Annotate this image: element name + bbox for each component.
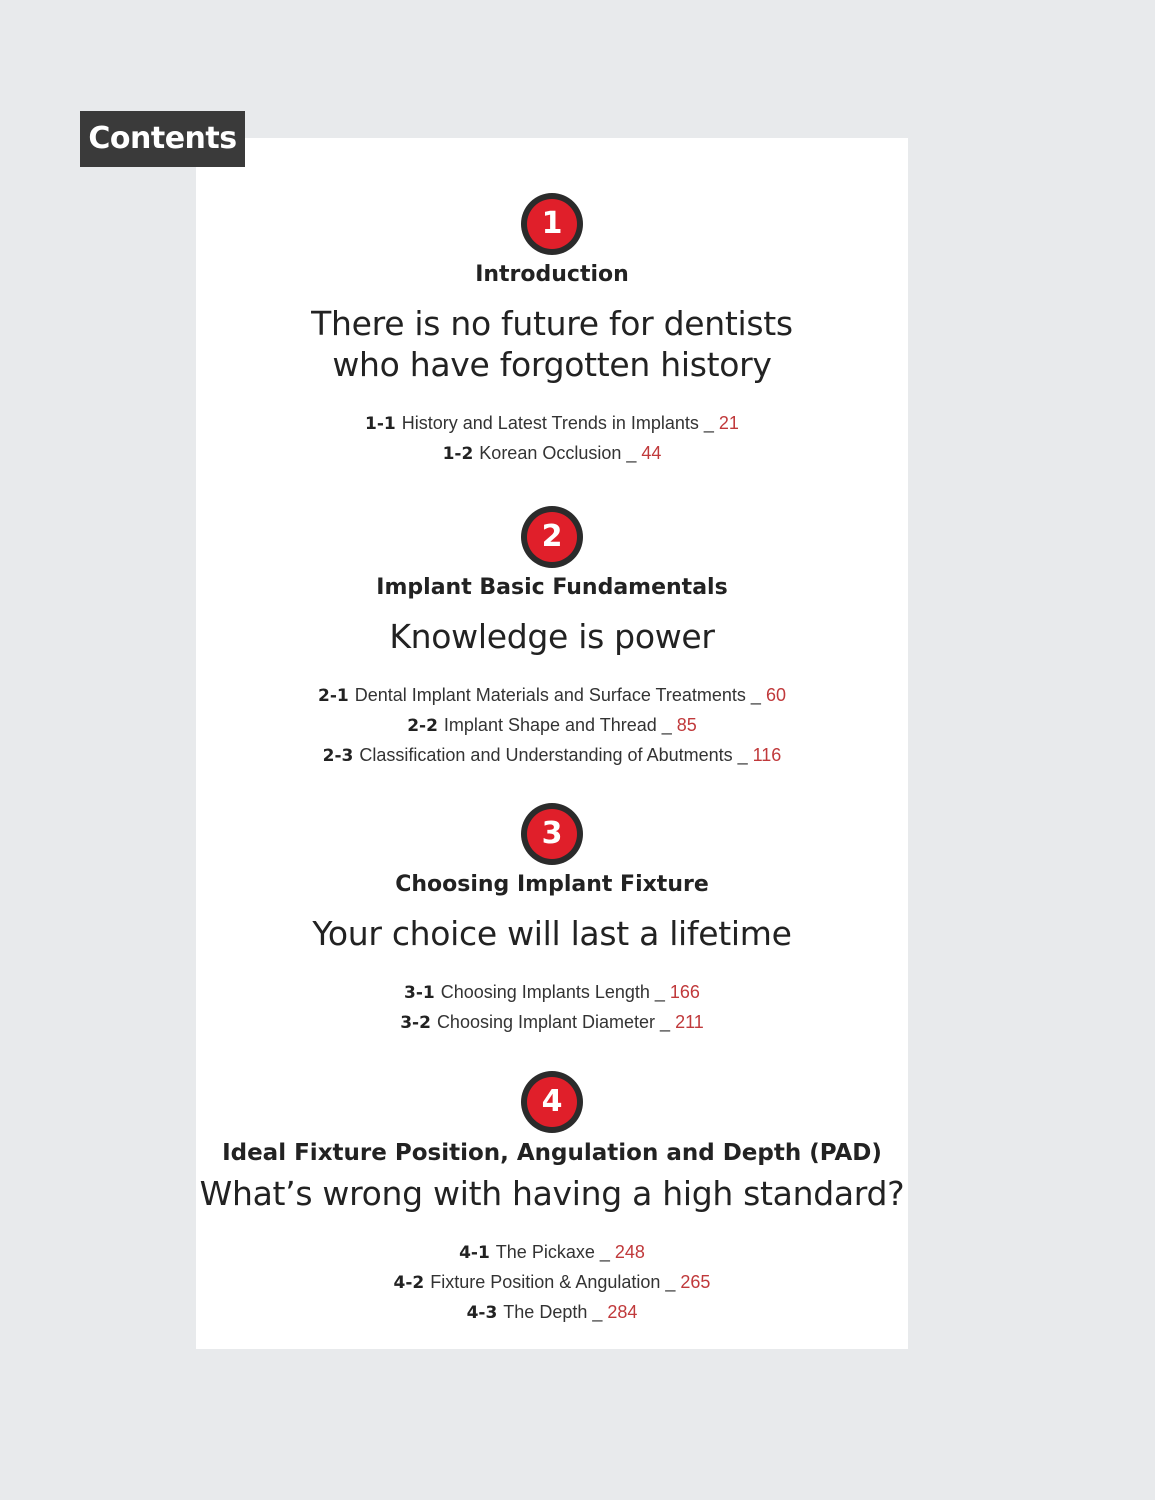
section-list [196, 1238, 908, 1328]
chapter-number: 1 [527, 199, 577, 249]
chapter-number: 3 [527, 809, 577, 859]
section-number: 1-2 [442, 444, 474, 464]
chapter-title: Ideal Fixture Position, Angulation and Depth (PAD) [222, 1140, 882, 1166]
section-title: Fixture Position & Angulation [430, 1272, 661, 1292]
chapter-tagline [196, 303, 908, 385]
page-number: 265 [680, 1272, 711, 1292]
toc-entry[interactable] [196, 1268, 908, 1298]
tagline-line: What’s wrong with having a high standard? [199, 1174, 905, 1213]
section-number: 2-3 [322, 746, 354, 766]
section-number: 2-2 [407, 716, 438, 736]
contents-panel [196, 138, 908, 1349]
page-number: 166 [669, 982, 700, 1002]
chapter-tagline [196, 616, 908, 657]
tagline-line: There is no future for dentists [311, 304, 793, 343]
page-separator: _ [698, 413, 719, 433]
page-number: 44 [641, 443, 662, 463]
chapter-title: Introduction [475, 262, 629, 287]
page-separator: _ [587, 1302, 608, 1322]
toc-entry[interactable] [196, 1238, 908, 1268]
section-number: 3-1 [404, 983, 435, 1003]
toc-entry[interactable] [196, 1298, 908, 1328]
section-title: Choosing Implant Diameter [436, 1012, 656, 1032]
toc-entry[interactable] [196, 439, 908, 469]
toc-entry[interactable] [196, 409, 908, 439]
section-number: 4-3 [466, 1303, 498, 1323]
tagline-line: who have forgotten history [332, 345, 772, 384]
chapter-title: Implant Basic Fundamentals [376, 575, 728, 600]
page-separator: _ [732, 745, 753, 765]
toc-entry[interactable] [196, 741, 908, 771]
section-title: Korean Occlusion [479, 443, 622, 463]
toc-entry[interactable] [196, 978, 908, 1008]
page-separator: _ [655, 1012, 676, 1032]
page-number: 248 [614, 1242, 645, 1262]
section-number: 3-2 [400, 1013, 431, 1033]
section-title: Choosing Implants Length [440, 982, 650, 1002]
section-title: Classification and Understanding of Abutments [359, 745, 733, 765]
page-separator: _ [745, 685, 766, 705]
chapter-3 [196, 803, 908, 1038]
chapter-number-badge [521, 1071, 583, 1133]
page-number: 85 [676, 715, 697, 735]
section-number: 4-1 [459, 1243, 490, 1263]
tagline-line: Your choice will last a lifetime [312, 914, 792, 953]
page-number: 21 [718, 413, 739, 433]
section-title: The Pickaxe [495, 1242, 595, 1262]
chapter-tagline [196, 913, 908, 954]
chapter-2 [196, 506, 908, 771]
contents-heading: Contents [80, 111, 245, 167]
chapter-number: 2 [527, 512, 577, 562]
section-number: 2-1 [318, 686, 349, 706]
page-separator: _ [656, 715, 677, 735]
section-title: Implant Shape and Thread [443, 715, 657, 735]
chapter-number: 4 [527, 1077, 577, 1127]
chapter-number-badge [521, 193, 583, 255]
section-number: 1-1 [365, 414, 396, 434]
tagline-line: Knowledge is power [389, 617, 715, 656]
section-number: 4-2 [393, 1273, 425, 1293]
chapter-number-badge [521, 803, 583, 865]
toc-entry[interactable] [196, 711, 908, 741]
chapter-tagline [156, 1173, 948, 1214]
section-title: Dental Implant Materials and Surface Treatments [354, 685, 746, 705]
section-list [196, 978, 908, 1038]
chapter-1 [196, 193, 908, 469]
toc-entry[interactable] [196, 1008, 908, 1038]
page-number: 116 [752, 745, 782, 765]
page-number: 284 [607, 1302, 638, 1322]
page-separator: _ [594, 1242, 615, 1262]
section-title: The Depth [503, 1302, 588, 1322]
section-list [196, 409, 908, 469]
page-separator: _ [621, 443, 642, 463]
page-number: 211 [675, 1012, 704, 1032]
page-separator: _ [660, 1272, 681, 1292]
chapter-4 [196, 1071, 908, 1328]
section-title: History and Latest Trends in Implants [401, 413, 699, 433]
section-list [196, 681, 908, 771]
chapter-title: Choosing Implant Fixture [395, 872, 709, 897]
page-separator: _ [649, 982, 670, 1002]
toc-entry[interactable] [196, 681, 908, 711]
chapter-number-badge [521, 506, 583, 568]
page-number: 60 [765, 685, 786, 705]
